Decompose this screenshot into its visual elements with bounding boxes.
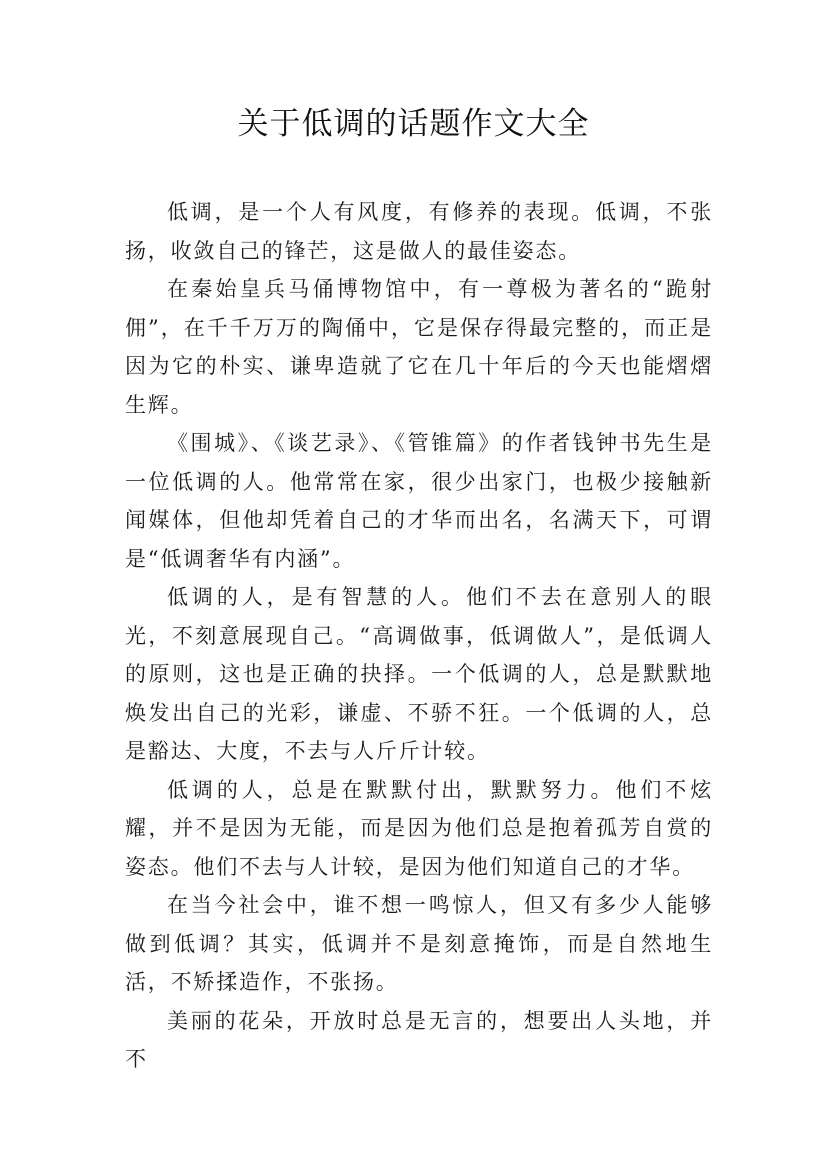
document-body xyxy=(125,193,713,1079)
paragraph: 低调，是一个人有风度，有修养的表现。低调，不张扬，收敛自己的锋芒，这是做人的最佳姿态。 xyxy=(125,200,713,263)
paragraph: 《围城》、《谈艺录》、《管锥篇》的作者钱钟书先生是一位低调的人。他常常在家，很少出家门，也极少接触新闻媒体，但他却凭着自己的才华而出名，名满天下，可谓是“低调奢华有内涵”。 xyxy=(125,431,713,571)
paragraph: 低调的人，是有智慧的人。他们不去在意别人的眼光，不刻意展现自己。“高调做事，低调做人”，是低调人的原则，这也是正确的抉择。一个低调的人，总是默默地焕发出自己的光彩，谦虚、不骄不狂。一个低调的人，总是豁达、大度，不去与人斤斤计较。 xyxy=(125,585,713,763)
paragraph: 在秦始皇兵马俑博物馆中，有一尊极为著名的“跪射佣”，在千千万万的陶俑中，它是保存得最完整的，而正是因为它的朴实、谦卑造就了它在几十年后的今天也能熠熠生辉。 xyxy=(125,277,713,417)
paragraph: 低调的人，总是在默默付出，默默努力。他们不炫耀，并不是因为无能，而是因为他们总是抱着孤芳自赏的姿态。他们不去与人计较，是因为他们知道自己的才华。 xyxy=(125,777,713,879)
document-title: 关于低调的话题作文大全 xyxy=(237,106,590,142)
paragraph: 美丽的花朵，开放时总是无言的，想要出人头地，并不 xyxy=(125,1008,713,1071)
paragraph: 在当今社会中，谁不想一鸣惊人，但又有多少人能够做到低调？其实，低调并不是刻意掩饰，而是自然地生活，不矫揉造作，不张扬。 xyxy=(125,893,713,994)
